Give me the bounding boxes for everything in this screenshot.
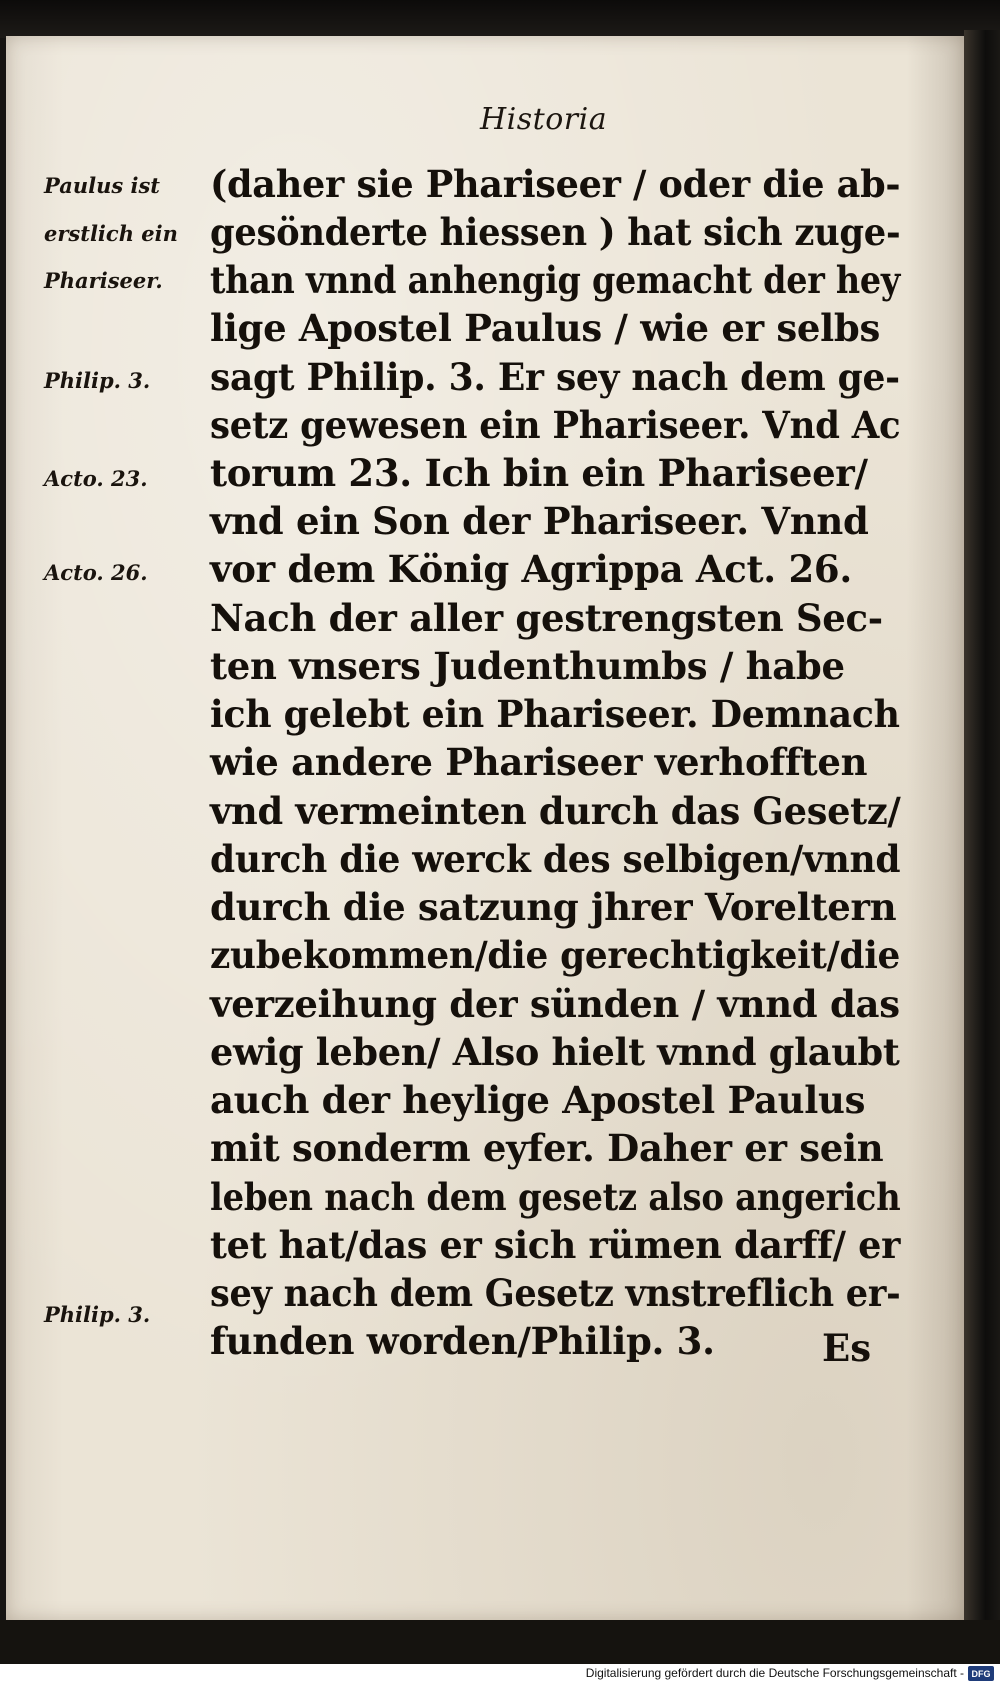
text-line: Nach der aller gestrengsten Sec- <box>210 596 883 640</box>
text-line: funden worden/Philip. 3. <box>210 1319 715 1363</box>
text-line: vnd ein Son der Phariseer. Vnnd <box>210 499 869 543</box>
margin-note: Acto. 23. <box>44 466 148 491</box>
text-line: ewig leben/ Also hielt vnnd glaubt <box>210 1030 900 1074</box>
text-line: ten vnsers Judenthumbs / habe <box>210 644 845 688</box>
text-line: durch die satzung jhrer Voreltern <box>210 885 897 929</box>
text-line: vnd vermeinten durch das Gesetz/ <box>210 789 901 833</box>
catchword: Es <box>822 1326 872 1370</box>
text-line: zubekommen/die gerechtigkeit/die <box>210 933 901 977</box>
text-line: lige Apostel Paulus / wie er selbs <box>210 306 881 350</box>
text-line: tet hat/das er sich rümen darff/ er <box>210 1223 901 1267</box>
margin-note: Philip. 3. <box>44 368 151 393</box>
book-edge-right <box>964 30 1000 1630</box>
scan-border-bottom <box>0 1620 1000 1664</box>
text-line: wie andere Phariseer verhofften <box>210 740 868 784</box>
text-line: durch die werck des selbigen/vnnd <box>210 837 901 881</box>
text-line: mit sonderm eyfer. Daher er sein <box>210 1126 884 1170</box>
text-line: leben nach dem gesetz also angerich <box>210 1175 901 1219</box>
text-line: torum 23. Ich bin ein Phariseer/ <box>210 451 868 495</box>
scan-border-top <box>0 0 1000 38</box>
text-line: auch der heylige Apostel Paulus <box>210 1078 866 1122</box>
text-line: sagt Philip. 3. Er sey nach dem ge- <box>210 355 900 399</box>
text-line: vor dem König Agrippa Act. 26. <box>210 547 852 591</box>
text-line: setz gewesen ein Phariseer. Vnd Ac <box>210 403 901 447</box>
margin-note: Phariseer. <box>44 268 163 293</box>
margin-note: erstlich ein <box>44 221 178 246</box>
dfg-logo: DFG <box>968 1666 994 1681</box>
margin-note: Philip. 3. <box>44 1302 151 1327</box>
text-line: sey nach dem Gesetz vnstreflich er- <box>210 1271 901 1315</box>
running-head: Historia <box>480 102 608 137</box>
text-line: gesönderte hiessen ) hat sich zuge- <box>210 210 901 254</box>
text-line: verzeihung der sünden / vnnd das <box>210 982 900 1026</box>
text-line: ich gelebt ein Phariseer. Demnach <box>210 692 900 736</box>
margin-note: Acto. 26. <box>44 560 148 585</box>
funding-credit: Digitalisierung gefördert durch die Deutsche Forschungsgemeinschaft - <box>585 1666 964 1680</box>
margin-note: Paulus ist <box>44 173 160 198</box>
text-line: (daher sie Phariseer / oder die ab- <box>210 162 901 206</box>
text-line: than vnnd anhengig gemacht der hey <box>210 258 901 302</box>
